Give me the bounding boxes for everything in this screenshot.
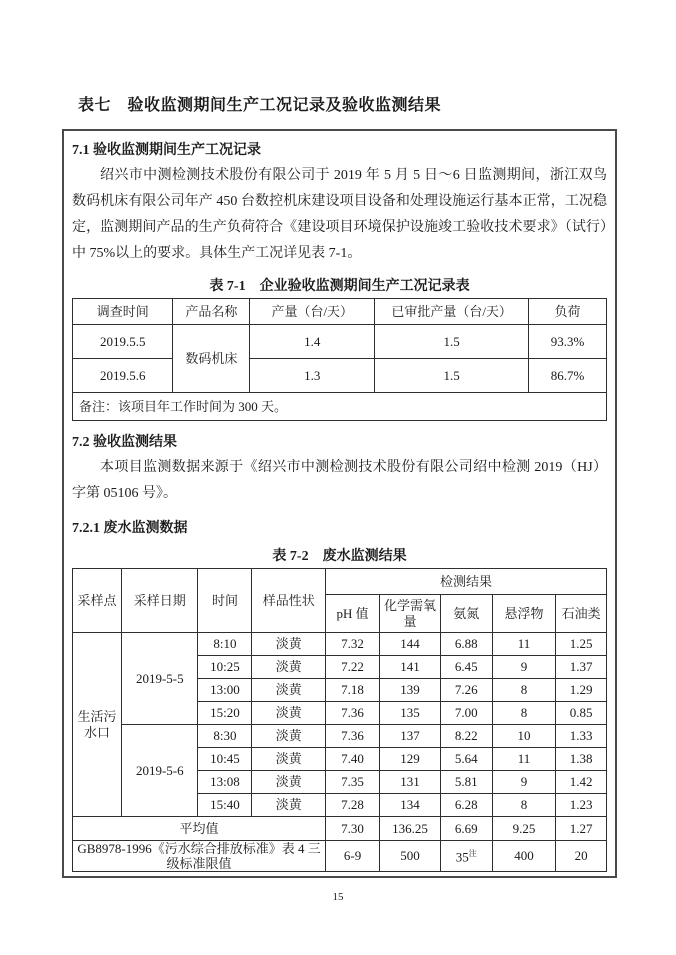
cell-output: 1.3 <box>250 359 375 393</box>
cell-approved-output: 1.5 <box>375 359 529 393</box>
cell-sample-appearance: 淡黄 <box>252 702 326 725</box>
table-7-2 <box>72 568 607 872</box>
table-7-2-caption: 表 7-2 废水监测结果 <box>272 549 407 564</box>
cell-suspended-solids: 8 <box>492 679 556 702</box>
cell-suspended-solids: 9.25 <box>492 817 556 841</box>
table-7-1 <box>72 298 607 421</box>
header-product-name: 产品名称 <box>173 299 250 325</box>
cell-cod: 129 <box>380 748 441 771</box>
cell-sample-date: 2019-5-6 <box>122 725 198 817</box>
cell-suspended-solids: 11 <box>492 633 556 656</box>
cell-petroleum: 1.27 <box>556 817 607 841</box>
cell-cod: 141 <box>380 656 441 679</box>
cell-sample-appearance: 淡黄 <box>252 633 326 656</box>
header-sample-appearance: 样品性状 <box>252 569 326 633</box>
cell-ph: 7.22 <box>326 656 380 679</box>
header-suspended-solids: 悬浮物 <box>492 595 556 633</box>
cell-cod: 137 <box>380 725 441 748</box>
cell-load: 93.3% <box>529 325 607 359</box>
header-time: 时间 <box>198 569 252 633</box>
doc-title: 表七 验收监测期间生产工况记录及验收监测结果 <box>78 97 442 114</box>
header-survey-date: 调查时间 <box>73 299 173 325</box>
cell-time: 15:40 <box>198 794 252 817</box>
header-result-group: 检测结果 <box>326 569 607 595</box>
cell-suspended-solids: 8 <box>492 702 556 725</box>
cell-sample-appearance: 淡黄 <box>252 656 326 679</box>
cell-time: 10:25 <box>198 656 252 679</box>
header-approved-output: 已审批产量（台/天） <box>375 299 529 325</box>
cell-sample-appearance: 淡黄 <box>252 748 326 771</box>
header-cod: 化学需氧量 <box>380 595 441 633</box>
cell-ammonia: 6.69 <box>440 817 492 841</box>
cell-ammonia: 6.28 <box>440 794 492 817</box>
cell-suspended-solids: 11 <box>492 748 556 771</box>
table-7-2-header-row-1 <box>73 569 607 595</box>
header-output: 产量（台/天） <box>250 299 375 325</box>
cell-ph: 7.36 <box>326 702 380 725</box>
cell-output: 1.4 <box>250 325 375 359</box>
cell-ammonia: 7.00 <box>440 702 492 725</box>
cell-cod: 131 <box>380 771 441 794</box>
cell-ph: 7.18 <box>326 679 380 702</box>
cell-product-name: 数码机床 <box>173 325 250 393</box>
cell-suspended-solids: 10 <box>492 725 556 748</box>
cell-ph: 7.35 <box>326 771 380 794</box>
cell-petroleum: 1.25 <box>556 633 607 656</box>
header-ammonia: 氨氮 <box>440 595 492 633</box>
header-load: 负荷 <box>529 299 607 325</box>
cell-ph: 6-9 <box>326 841 380 872</box>
cell-cod: 135 <box>380 702 441 725</box>
cell-approved-output: 1.5 <box>375 325 529 359</box>
cell-cod: 500 <box>380 841 441 872</box>
cell-ammonia: 6.88 <box>440 633 492 656</box>
table-7-2-average-row <box>73 817 607 841</box>
header-ph: pH 值 <box>326 595 380 633</box>
cell-ph: 7.32 <box>326 633 380 656</box>
cell-petroleum: 1.23 <box>556 794 607 817</box>
header-petroleum: 石油类 <box>556 595 607 633</box>
table-7-1-caption: 表 7-1 企业验收监测期间生产工况记录表 <box>209 279 470 294</box>
cell-ph: 7.40 <box>326 748 380 771</box>
section-7-1-paragraph: 绍兴市中测检测技术股份有限公司于 2019 年 5 月 5 日～6 日监测期间，浙江双鸟数码机床有限公司年产 450 台数控机床建设项目设备和处理设施运行基本正常，工况稳定，监测期间产品的生产负荷符合《建设项目环境保护设施竣工验收技术要求》（试行）中 75%以上的要求。具体生产工况详见表 7-1。 <box>72 168 607 261</box>
table-row <box>73 359 607 393</box>
standard-ammonia-value: 35 <box>455 849 469 865</box>
content-frame <box>62 129 617 878</box>
cell-petroleum: 1.29 <box>556 679 607 702</box>
table-7-1-note-row <box>73 393 607 421</box>
cell-suspended-solids: 400 <box>492 841 556 872</box>
cell-survey-date: 2019.5.6 <box>73 359 173 393</box>
header-sample-date: 采样日期 <box>122 569 198 633</box>
section-7-1-heading: 7.1 验收监测期间生产工况记录 <box>72 143 261 158</box>
cell-suspended-solids: 9 <box>492 656 556 679</box>
table-row <box>73 325 607 359</box>
section-7-2-paragraph: 本项目监测数据来源于《绍兴市中测检测技术股份有限公司绍中检测 2019（HJ）字第 05106 号》。 <box>72 460 607 501</box>
cell-petroleum: 1.42 <box>556 771 607 794</box>
section-7-2-1-heading: 7.2.1 废水监测数据 <box>72 521 188 536</box>
cell-sample-appearance: 淡黄 <box>252 679 326 702</box>
section-7-2-heading: 7.2 验收监测结果 <box>72 435 177 450</box>
cell-time: 15:20 <box>198 702 252 725</box>
cell-ph: 7.36 <box>326 725 380 748</box>
cell-load: 86.7% <box>529 359 607 393</box>
page-number: 15 <box>332 891 344 903</box>
cell-sample-appearance: 淡黄 <box>252 725 326 748</box>
cell-suspended-solids: 9 <box>492 771 556 794</box>
cell-ammonia: 7.26 <box>440 679 492 702</box>
cell-ph: 7.30 <box>326 817 380 841</box>
cell-time: 8:30 <box>198 725 252 748</box>
table-7-1-header-row <box>73 299 607 325</box>
cell-ammonia: 6.45 <box>440 656 492 679</box>
cell-cod: 134 <box>380 794 441 817</box>
cell-time: 13:00 <box>198 679 252 702</box>
cell-ammonia: 8.22 <box>440 725 492 748</box>
cell-time: 8:10 <box>198 633 252 656</box>
table-note: 备注：该项目年工作时间为 300 天。 <box>73 393 607 421</box>
cell-petroleum: 20 <box>556 841 607 872</box>
cell-survey-date: 2019.5.5 <box>73 325 173 359</box>
table-7-2-standard-row <box>73 841 607 872</box>
cell-cod: 144 <box>380 633 441 656</box>
cell-cod: 139 <box>380 679 441 702</box>
cell-petroleum: 1.37 <box>556 656 607 679</box>
cell-time: 13:08 <box>198 771 252 794</box>
cell-sample-appearance: 淡黄 <box>252 794 326 817</box>
cell-ammonia <box>440 841 492 872</box>
cell-cod: 136.25 <box>380 817 441 841</box>
cell-petroleum: 1.33 <box>556 725 607 748</box>
cell-standard-label: GB8978-1996《污水综合排放标准》表 4 三级标准限值 <box>73 841 326 872</box>
header-sampling-point: 采样点 <box>73 569 122 633</box>
cell-ammonia: 5.81 <box>440 771 492 794</box>
cell-suspended-solids: 8 <box>492 794 556 817</box>
cell-sampling-point: 生活污水口 <box>73 633 122 817</box>
cell-average-label: 平均值 <box>73 817 326 841</box>
cell-ammonia: 5.64 <box>440 748 492 771</box>
cell-time: 10:45 <box>198 748 252 771</box>
cell-sample-date: 2019-5-5 <box>122 633 198 725</box>
standard-ammonia-note-mark: 注 <box>468 849 477 859</box>
table-row <box>73 633 607 656</box>
cell-sample-appearance: 淡黄 <box>252 771 326 794</box>
cell-ph: 7.28 <box>326 794 380 817</box>
cell-petroleum: 1.38 <box>556 748 607 771</box>
cell-petroleum: 0.85 <box>556 702 607 725</box>
table-row <box>73 725 607 748</box>
